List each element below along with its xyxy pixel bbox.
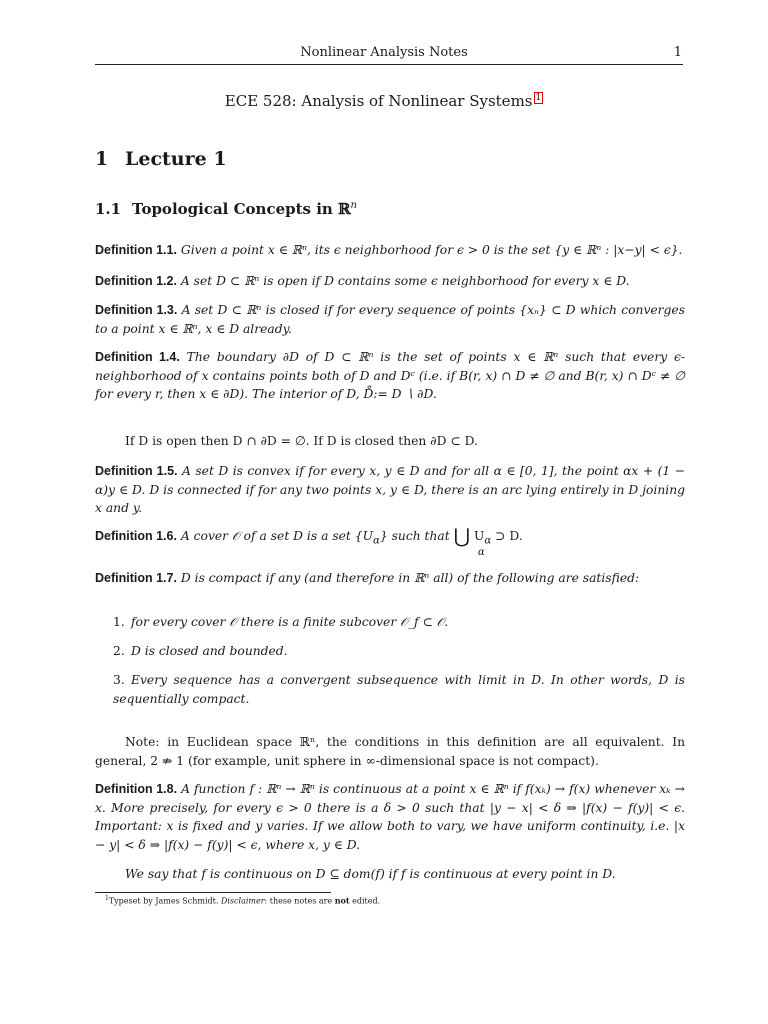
- footnote-emphasis: not: [334, 895, 350, 906]
- title-footnote-link[interactable]: 1: [535, 93, 542, 103]
- definition-text: A set D ⊂ ℝⁿ is closed if for every sequence of points {xₙ} ⊂ D which converges to a point x ∈ ℝⁿ, x ∈ D already.: [95, 303, 686, 336]
- definition-text: D is compact if any (and therefore in ℝⁿ all) of the following are satisfied:: [180, 571, 640, 585]
- section-title: Lecture 1: [125, 148, 227, 170]
- footnote-text: Typeset by James Schmidt.: [108, 896, 221, 906]
- section-heading: [95, 148, 227, 170]
- definition-text-part: U: [473, 529, 485, 543]
- definition-label: Definition 1.7.: [95, 571, 177, 585]
- definition-text-part: ⊃ D.: [491, 529, 523, 543]
- definition-label: Definition 1.6.: [95, 529, 177, 543]
- compact-condition-2: [113, 642, 685, 661]
- subsection-number: 1.1: [95, 200, 122, 218]
- running-header-title: Nonlinear Analysis Notes: [300, 45, 468, 60]
- remark-open-closed: If D is open then D ∩ ∂D = ∅. If D is closed then ∂D ⊂ D.: [125, 434, 478, 448]
- document-title-text: ECE 528: Analysis of Nonlinear Systems: [224, 92, 533, 110]
- header-rule: [95, 64, 683, 65]
- subsection-title: Topological Concepts in ℝ: [132, 200, 351, 218]
- list-text: Every sequence has a convergent subsequence with limit in D. In other words, D is sequentially compact.: [113, 673, 685, 706]
- definition-label: Definition 1.5.: [95, 464, 178, 478]
- subsection-title-sup: n: [350, 200, 357, 211]
- definition-text: A set D is convex if for every x, y ∈ D and for all α ∈ [0, 1], the point αx + (1 − α)y ∈ D. D is connected if for any two points x, y ∈ D, there is an arc lying entirely in D joining x and y.: [95, 464, 686, 515]
- subsection-heading: [95, 200, 357, 218]
- definition-1-4: [95, 348, 685, 404]
- list-number: 1.: [113, 615, 125, 629]
- definition-text: Given a point x ∈ ℝⁿ, its ϵ neighborhood for ϵ > 0 is the set {y ∈ ℝⁿ : |x−y| < ϵ}.: [180, 243, 683, 257]
- footnote-mark: 1: [105, 895, 109, 902]
- list-text: D is closed and bounded.: [131, 644, 288, 658]
- footnote-text: : these notes are: [264, 896, 335, 906]
- definition-label: Definition 1.3.: [95, 303, 178, 317]
- definition-1-2: [95, 272, 685, 291]
- definition-label: Definition 1.8.: [95, 782, 178, 796]
- definition-text: A set D ⊂ ℝⁿ is open if D contains some ϵ neighborhood for every x ∈ D.: [180, 274, 630, 288]
- definition-1-3: [95, 301, 685, 338]
- definition-label: Definition 1.4.: [95, 350, 180, 364]
- section-number: 1: [95, 148, 109, 170]
- definition-subscript: α: [372, 534, 380, 547]
- footnote: [105, 895, 380, 906]
- list-number: 2.: [113, 644, 125, 658]
- compact-condition-1: [113, 613, 685, 632]
- definition-label: Definition 1.2.: [95, 274, 177, 288]
- page-number: 1: [673, 45, 682, 60]
- definition-1-7: [95, 569, 685, 588]
- union-index: α: [478, 547, 485, 558]
- footnote-disclaimer-label: Disclaimer: [220, 896, 265, 906]
- definition-subscript: α: [484, 534, 492, 547]
- definition-text-part: } such that: [379, 529, 450, 543]
- continuity-on-domain: We say that f is continuous on D ⊆ dom(f) if f is continuous at every point in D.: [125, 867, 616, 881]
- definition-1-1: [95, 241, 685, 260]
- definition-text-part: A cover 𝒪 of a set D is a set {U: [180, 529, 373, 543]
- definition-text: The boundary ∂D of D ⊂ ℝⁿ is the set of points x ∈ ℝⁿ such that every ϵ-neighborhood of x contains points both of D and Dᶜ (i.e. if B(r, x) ∩ D ≠ ∅ and B(r, x) ∩ Dᶜ ≠ ∅ for every r, then x ∈ ∂D). The interior of D, D̊:= D ∖ ∂D.: [95, 350, 685, 401]
- definition-1-8: [95, 780, 685, 854]
- footnote-rule: [95, 892, 331, 893]
- footnote-text: edited.: [349, 896, 381, 906]
- list-number: 3.: [113, 673, 125, 687]
- definition-text: A function f : ℝⁿ → ℝⁿ is continuous at a point x ∈ ℝⁿ if f(xₖ) → f(x) whenever xₖ → x. More precisely, for every ϵ > 0 there is a δ > 0 such that |y − x| < δ ⇒ |f(x) − f(y)| < ϵ. Important: x is fixed and y varies. If we allow both to vary, we have uniform continuity, i.e. |x − y| < δ ⇒ |f(x) − f(y)| < ϵ, where x, y ∈ D.: [95, 782, 685, 852]
- big-union-symbol: ⋃: [453, 524, 471, 548]
- list-text: for every cover 𝒪 there is a finite subcover 𝒪_f ⊂ 𝒪.: [131, 615, 449, 629]
- document-title: [0, 92, 768, 110]
- note-paragraph: Note: in Euclidean space ℝⁿ, the conditions in this definition are all equivalent. In general, 2 ⇏ 1 (for example, unit sphere in ∞-dimensional space is not compact).: [95, 735, 685, 768]
- definition-label: Definition 1.1.: [95, 243, 177, 257]
- compact-condition-3: [113, 671, 685, 708]
- definition-1-5: [95, 462, 685, 518]
- definition-1-6: [95, 524, 685, 550]
